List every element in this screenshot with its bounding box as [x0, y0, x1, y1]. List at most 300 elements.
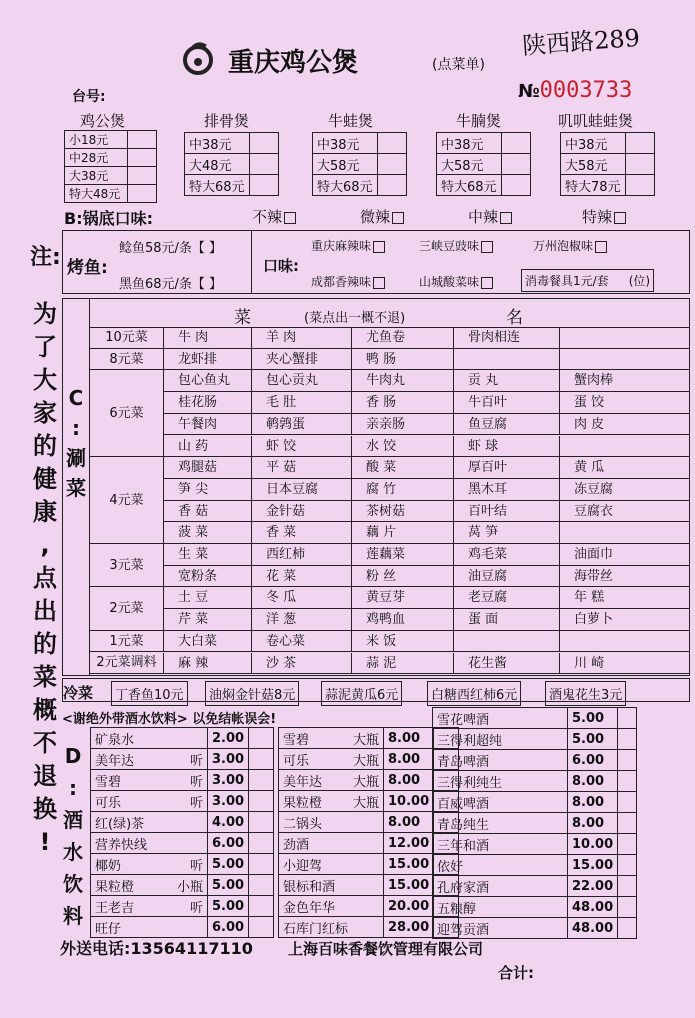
drink-price: 4.00 — [208, 812, 249, 833]
price-tier: 8元菜 — [90, 349, 164, 371]
qty-box[interactable] — [618, 876, 637, 897]
company-name: 上海百味香餐饮管理有限公司 — [288, 940, 484, 958]
qty-box[interactable] — [249, 175, 278, 196]
section-char: 菜 — [66, 476, 86, 500]
pot-size[interactable]: 中28元 — [65, 149, 128, 167]
drink-row[interactable] — [433, 876, 637, 897]
dish-item[interactable]: 蛋 面 — [454, 609, 560, 631]
qty-box[interactable] — [618, 729, 637, 750]
drinks-notice: <谢绝外带酒水饮料> 以免结帐误会! — [62, 712, 277, 727]
section-char: 酒 — [63, 808, 83, 832]
drink-row[interactable] — [91, 875, 274, 896]
drink-price: 8.00 — [568, 792, 618, 813]
checkbox[interactable] — [500, 212, 512, 224]
spice-option-label: 不辣 — [252, 208, 283, 226]
drink-name-text: 可乐 — [283, 753, 310, 769]
pot-sizes-3 — [436, 132, 531, 196]
price-tier: 4元菜 — [90, 457, 164, 544]
drink-name-text: 青岛啤酒 — [437, 754, 490, 770]
drink-row[interactable] — [433, 792, 637, 813]
drink-price: 5.00 — [568, 708, 618, 729]
dish-item[interactable]: 茶树菇 — [352, 501, 454, 523]
qty-box[interactable] — [249, 854, 274, 875]
drink-row[interactable] — [91, 812, 274, 833]
flavor-option[interactable] — [419, 237, 493, 254]
qty-box[interactable] — [249, 749, 274, 770]
spice-option-label: 中辣 — [468, 208, 499, 226]
drink-row[interactable] — [91, 770, 274, 791]
checkbox[interactable] — [481, 241, 493, 253]
drink-name — [433, 855, 568, 876]
section-char: C — [68, 386, 84, 410]
dish-item[interactable]: 肉 皮 — [560, 414, 689, 436]
pot-size[interactable]: 特大78元 — [561, 175, 626, 196]
drink-name-text: 雪碧 — [283, 732, 310, 748]
dish-item[interactable]: 芹 菜 — [164, 609, 252, 631]
drink-name-text: 三得利超纯 — [437, 733, 503, 749]
dish-item[interactable]: 金针菇 — [252, 501, 352, 523]
checkbox[interactable] — [595, 241, 607, 253]
drink-unit: 大瓶 — [352, 774, 379, 790]
note-char: 了 — [33, 333, 57, 361]
drink-row[interactable] — [91, 896, 274, 917]
pot-size[interactable]: 中38元 — [437, 133, 502, 154]
dish-item[interactable]: 麻 辣 — [164, 653, 252, 675]
drink-unit: 大瓶 — [352, 795, 379, 811]
drink-name-text: 银标和酒 — [283, 879, 336, 895]
note-char: 健 — [33, 465, 57, 493]
checkbox[interactable] — [481, 277, 493, 289]
flavor-option[interactable] — [311, 273, 385, 290]
spice-option[interactable] — [468, 206, 512, 227]
pot-name: 鸡公煲 — [80, 112, 126, 130]
flavor-option[interactable] — [419, 273, 493, 290]
qty-box[interactable] — [618, 750, 637, 771]
dish-item[interactable]: 香 菜 — [252, 522, 352, 544]
qty-box[interactable] — [128, 185, 157, 203]
number-prefix: № — [518, 81, 540, 102]
dish-item[interactable]: 莲藕菜 — [352, 544, 454, 566]
drink-name-text: 可乐 — [95, 795, 122, 811]
flavor-label-text: 山城酸菜味 — [419, 275, 480, 289]
spice-label: B:锅底口味: — [64, 209, 153, 228]
spice-option-label: 特辣 — [582, 208, 613, 226]
dish-item[interactable]: 豆腐衣 — [560, 501, 689, 523]
drink-price: 15.00 — [384, 875, 434, 896]
qty-box[interactable] — [618, 708, 637, 729]
spice-option[interactable] — [252, 206, 296, 227]
dish-item[interactable]: 亲亲肠 — [352, 414, 454, 436]
dish-item[interactable]: 沙 茶 — [252, 653, 352, 675]
flavor-option[interactable] — [311, 237, 385, 254]
drink-price: 5.00 — [208, 875, 249, 896]
note-char: 大 — [33, 366, 57, 394]
dish-item[interactable]: 米 饭 — [352, 631, 454, 653]
drink-row[interactable] — [91, 854, 274, 875]
drink-table — [90, 727, 274, 938]
pot-size[interactable]: 大38元 — [65, 167, 128, 185]
tableware-unit: (位) — [628, 274, 651, 288]
dish-item[interactable]: 鹌鹑蛋 — [252, 414, 352, 436]
dish-item[interactable]: 洋 葱 — [252, 609, 352, 631]
drink-row[interactable] — [433, 813, 637, 834]
drink-price: 10.00 — [568, 834, 618, 855]
price-tier: 6元菜 — [90, 370, 164, 457]
drink-name-text: 美年达 — [95, 753, 135, 769]
drink-name-text: 百威啤酒 — [437, 796, 490, 812]
pot-size[interactable]: 小18元 — [65, 131, 128, 149]
dish-item[interactable]: 蒜 泥 — [352, 653, 454, 675]
qty-box[interactable] — [249, 770, 274, 791]
delivery-phone: 外送电话:13564117110 — [60, 939, 253, 958]
pot-sizes-1 — [184, 132, 279, 196]
dish-item[interactable]: 虾 球 — [454, 436, 560, 458]
note-char: 菜 — [33, 663, 57, 691]
drink-price: 5.00 — [208, 896, 249, 917]
pot-size[interactable]: 大58元 — [313, 154, 378, 175]
pot-size[interactable]: 大58元 — [437, 154, 502, 175]
drink-name — [433, 813, 568, 834]
dish-item[interactable]: 羊 肉 — [252, 327, 352, 349]
qty-box[interactable] — [249, 812, 274, 833]
dish-item[interactable]: 宽粉条 — [164, 566, 252, 588]
dish-item[interactable]: 黑木耳 — [454, 479, 560, 501]
dish-item[interactable]: 笋 尖 — [164, 479, 252, 501]
drink-price: 6.00 — [568, 750, 618, 771]
dish-item[interactable]: 香 菇 — [164, 501, 252, 523]
dish-item[interactable]: 鸡腿菇 — [164, 457, 252, 479]
qty-box[interactable] — [377, 133, 406, 154]
price-tier: 2元菜 — [90, 587, 164, 630]
drink-name — [433, 918, 568, 939]
drink-row[interactable] — [91, 791, 274, 812]
dish-item[interactable]: 蟹肉棒 — [560, 370, 689, 392]
drink-unit: 听 — [189, 900, 203, 916]
dish-item[interactable]: 腐 竹 — [352, 479, 454, 501]
dish-item[interactable]: 酸 菜 — [352, 457, 454, 479]
roast-fish-box — [62, 230, 690, 294]
drink-name — [279, 812, 384, 833]
qty-box[interactable] — [618, 918, 637, 939]
note-char: 概 — [33, 696, 57, 724]
drink-name-text: 营养快线 — [95, 837, 148, 853]
drink-row[interactable] — [433, 834, 637, 855]
checkbox[interactable] — [373, 277, 385, 289]
drink-price: 3.00 — [208, 749, 249, 770]
checkbox[interactable] — [284, 212, 296, 224]
drink-row[interactable] — [91, 749, 274, 770]
pot-size[interactable]: 大58元 — [561, 154, 626, 175]
note-char: 的 — [33, 432, 57, 460]
drink-name — [433, 708, 568, 729]
dish-item — [454, 349, 560, 371]
dish-item[interactable]: 牛百叶 — [454, 392, 560, 414]
drink-row[interactable] — [433, 918, 637, 939]
dish-item[interactable]: 骨肉相连 — [454, 327, 560, 349]
dishes-header-right: 名 — [506, 308, 523, 328]
qty-box[interactable] — [249, 875, 274, 896]
dish-item[interactable]: 平 菇 — [252, 457, 352, 479]
dish-item[interactable]: 牛 肉 — [164, 327, 252, 349]
qty-box[interactable] — [618, 855, 637, 876]
dish-item — [560, 522, 689, 544]
drink-name — [433, 771, 568, 792]
price-tier: 1元菜 — [90, 631, 164, 653]
pot-name: 叽叽蛙蛙煲 — [558, 112, 634, 130]
handwritten-address: 陕西路289 — [521, 23, 641, 61]
drink-row[interactable] — [433, 750, 637, 771]
pot-size[interactable]: 中38元 — [313, 133, 378, 154]
pot-sizes-0 — [64, 130, 157, 203]
pot-size[interactable]: 特大48元 — [65, 185, 128, 203]
cold-item[interactable]: 蒜泥黄瓜6元 — [321, 681, 402, 706]
drink-name-text: 三得利纯生 — [437, 775, 503, 791]
note-char: 家 — [33, 399, 57, 427]
drink-name-text: 三年和酒 — [437, 838, 490, 854]
checkbox[interactable] — [614, 212, 626, 224]
dish-item[interactable]: 水 饺 — [352, 436, 454, 458]
note-char: 退 — [33, 762, 57, 790]
dish-item[interactable]: 老豆腐 — [454, 587, 560, 609]
drink-price: 28.00 — [384, 917, 434, 938]
roast-fish-item[interactable]: 黑鱼68元/条【 】 — [119, 277, 223, 292]
drink-row[interactable] — [433, 729, 637, 750]
dish-item[interactable]: 粉 丝 — [352, 566, 454, 588]
dish-item[interactable]: 毛 肚 — [252, 392, 352, 414]
dishes-header — [90, 299, 689, 328]
drink-row[interactable] — [91, 728, 274, 749]
drink-price: 20.00 — [384, 896, 434, 917]
section-char: D — [64, 744, 82, 768]
pot-sizes-2 — [312, 132, 407, 196]
dishes-section-label — [63, 383, 89, 503]
drink-row[interactable] — [91, 917, 274, 938]
qty-box[interactable] — [249, 133, 278, 154]
drink-row[interactable] — [433, 855, 637, 876]
cold-dishes — [62, 678, 690, 702]
drink-row[interactable] — [433, 897, 637, 918]
dish-item[interactable]: 油面巾 — [560, 544, 689, 566]
drink-name — [91, 833, 208, 854]
dish-item[interactable]: 大白菜 — [164, 631, 252, 653]
qty-box[interactable] — [128, 167, 157, 185]
dish-item[interactable]: 贡 丸 — [454, 370, 560, 392]
dish-item[interactable]: 百叶结 — [454, 501, 560, 523]
pot-size[interactable]: 特大68元 — [313, 175, 378, 196]
pot-size[interactable]: 中38元 — [561, 133, 626, 154]
page-subtitle: (点菜单) — [432, 57, 485, 73]
spice-option[interactable] — [582, 206, 626, 227]
flavor-label: 口味: — [263, 257, 299, 275]
drink-price: 8.00 — [568, 813, 618, 834]
section-char: : — [72, 416, 80, 440]
dish-item[interactable]: 年 糕 — [560, 587, 689, 609]
drink-name — [279, 875, 384, 896]
roast-fish-label: 烤鱼: — [67, 258, 108, 278]
total-label: 合计: — [498, 964, 534, 982]
dish-item[interactable]: 鱼豆腐 — [454, 414, 560, 436]
drink-unit: 听 — [189, 774, 203, 790]
cold-item[interactable]: 丁香鱼10元 — [111, 681, 188, 706]
pot-name: 排骨煲 — [204, 112, 250, 130]
pot-size[interactable]: 特大68元 — [185, 175, 250, 196]
qty-box[interactable] — [249, 728, 274, 749]
drink-name-text: 依好 — [437, 859, 464, 875]
qty-box[interactable] — [625, 133, 654, 154]
drink-unit: 大瓶 — [352, 732, 379, 748]
drink-price: 8.00 — [384, 749, 434, 770]
dish-item[interactable]: 龙虾排 — [164, 349, 252, 371]
qty-box[interactable] — [618, 834, 637, 855]
drink-name-text: 雪花啤酒 — [437, 712, 490, 728]
dishes-section — [62, 298, 690, 676]
cold-item[interactable]: 酒鬼花生3元 — [545, 681, 626, 706]
roast-fish-item[interactable]: 鲶鱼58元/条【 】 — [119, 241, 223, 256]
pot-grid — [64, 130, 690, 200]
dish-item[interactable]: 冬 瓜 — [252, 587, 352, 609]
drink-name-text: 石库门红标 — [283, 921, 349, 937]
logo-icon — [180, 40, 216, 76]
cold-item[interactable]: 油焖金针菇8元 — [205, 681, 299, 706]
dish-item[interactable]: 包心贡丸 — [252, 370, 352, 392]
page-title: 重庆鸡公煲 — [228, 48, 359, 78]
dish-item[interactable]: 黄豆芽 — [352, 587, 454, 609]
drink-name-text: 青岛纯生 — [437, 817, 490, 833]
qty-box[interactable] — [128, 149, 157, 167]
cold-item[interactable]: 白糖西红柿6元 — [427, 681, 521, 706]
drink-name — [91, 749, 208, 770]
flavor-option[interactable] — [533, 237, 607, 254]
dish-item[interactable]: 鸭 肠 — [352, 349, 454, 371]
dish-item[interactable]: 虾 饺 — [252, 436, 352, 458]
dish-item[interactable]: 白萝卜 — [560, 609, 689, 631]
dish-item[interactable]: 山 药 — [164, 436, 252, 458]
divider — [251, 231, 252, 293]
drink-name — [279, 791, 384, 812]
dish-item[interactable]: 花 菜 — [252, 566, 352, 588]
dish-item[interactable]: 香 肠 — [352, 392, 454, 414]
drink-name-text: 旺仔 — [95, 921, 122, 937]
drink-name — [433, 834, 568, 855]
dish-item[interactable]: 厚百叶 — [454, 457, 560, 479]
qty-box[interactable] — [249, 833, 274, 854]
dish-item[interactable]: 鸡毛菜 — [454, 544, 560, 566]
dish-item[interactable]: 冻豆腐 — [560, 479, 689, 501]
drink-name-text: 金色年华 — [283, 900, 336, 916]
pot-size[interactable]: 中38元 — [185, 133, 250, 154]
drink-name — [91, 896, 208, 917]
note-char: 换 — [33, 795, 57, 823]
drinks-section-label — [60, 740, 86, 932]
drink-price: 3.00 — [208, 770, 249, 791]
drink-name-text: 二锅头 — [283, 816, 323, 832]
dish-item[interactable]: 尤鱼卷 — [352, 327, 454, 349]
dish-item[interactable]: 夹心蟹排 — [252, 349, 352, 371]
dish-item[interactable]: 桂花肠 — [164, 392, 252, 414]
drink-price: 15.00 — [568, 855, 618, 876]
qty-box[interactable] — [501, 154, 530, 175]
dish-item[interactable]: 藕 片 — [352, 522, 454, 544]
qty-box[interactable] — [501, 133, 530, 154]
checkbox[interactable] — [392, 212, 404, 224]
drink-price: 15.00 — [384, 854, 434, 875]
dish-item[interactable]: 包心鱼丸 — [164, 370, 252, 392]
dishes-header-mid: (菜点出一概不退) — [304, 311, 406, 326]
drink-unit: 听 — [189, 858, 203, 874]
drink-row[interactable] — [433, 708, 637, 729]
drink-name-text: 美年达 — [283, 774, 323, 790]
section-char: 水 — [63, 840, 83, 864]
qty-box[interactable] — [625, 175, 654, 196]
qty-box[interactable] — [618, 813, 637, 834]
qty-box[interactable] — [249, 917, 274, 938]
dish-item — [560, 327, 689, 349]
dish-item[interactable]: 川 崎 — [560, 653, 689, 675]
dish-item[interactable]: 土 豆 — [164, 587, 252, 609]
tableware-fee — [521, 269, 654, 292]
dish-item[interactable]: 莴 笋 — [454, 522, 560, 544]
price-tier: 10元菜 — [90, 327, 164, 349]
qty-box[interactable] — [249, 791, 274, 812]
note-char: 为 — [33, 300, 57, 328]
price-tier: 2元菜调料 — [90, 653, 164, 675]
dish-item — [560, 436, 689, 458]
dish-item[interactable]: 牛肉丸 — [352, 370, 454, 392]
dish-item[interactable]: 西红柿 — [252, 544, 352, 566]
qty-box[interactable] — [249, 896, 274, 917]
dish-item[interactable]: 日本豆腐 — [252, 479, 352, 501]
pot-size[interactable]: 特大68元 — [437, 175, 502, 196]
drink-price: 8.00 — [384, 728, 434, 749]
dish-item[interactable]: 花生酱 — [454, 653, 560, 675]
dish-item[interactable]: 鸡鸭血 — [352, 609, 454, 631]
checkbox[interactable] — [373, 241, 385, 253]
dish-item[interactable]: 午餐肉 — [164, 414, 252, 436]
spice-option[interactable] — [360, 206, 404, 227]
dish-item[interactable]: 卷心菜 — [252, 631, 352, 653]
qty-box[interactable] — [128, 131, 157, 149]
drink-column-3 — [432, 707, 637, 939]
drink-price: 5.00 — [568, 729, 618, 750]
drink-name — [279, 896, 384, 917]
dish-item[interactable]: 黄 瓜 — [560, 457, 689, 479]
pot-name: 牛蛙煲 — [328, 112, 374, 130]
drink-row[interactable] — [433, 771, 637, 792]
drink-name — [91, 770, 208, 791]
qty-box[interactable] — [618, 792, 637, 813]
qty-box[interactable] — [249, 154, 278, 175]
qty-box[interactable] — [377, 175, 406, 196]
drink-price: 48.00 — [568, 918, 618, 939]
flavor-label-text: 重庆麻辣味 — [311, 239, 372, 253]
qty-box[interactable] — [501, 175, 530, 196]
dish-item[interactable]: 生 菜 — [164, 544, 252, 566]
section-char: 饮 — [63, 872, 83, 896]
drink-name — [91, 917, 208, 938]
qty-box[interactable] — [625, 154, 654, 175]
dish-item[interactable]: 蛋 饺 — [560, 392, 689, 414]
drink-row[interactable] — [91, 833, 274, 854]
drink-name — [433, 729, 568, 750]
qty-box[interactable] — [618, 897, 637, 918]
dish-item[interactable]: 油豆腐 — [454, 566, 560, 588]
dish-item[interactable]: 海带丝 — [560, 566, 689, 588]
qty-box[interactable] — [377, 154, 406, 175]
dish-item[interactable]: 菠 菜 — [164, 522, 252, 544]
qty-box[interactable] — [618, 771, 637, 792]
tableware-text: 消毒餐具1元/套 — [525, 274, 609, 288]
pot-size[interactable]: 大48元 — [185, 154, 250, 175]
